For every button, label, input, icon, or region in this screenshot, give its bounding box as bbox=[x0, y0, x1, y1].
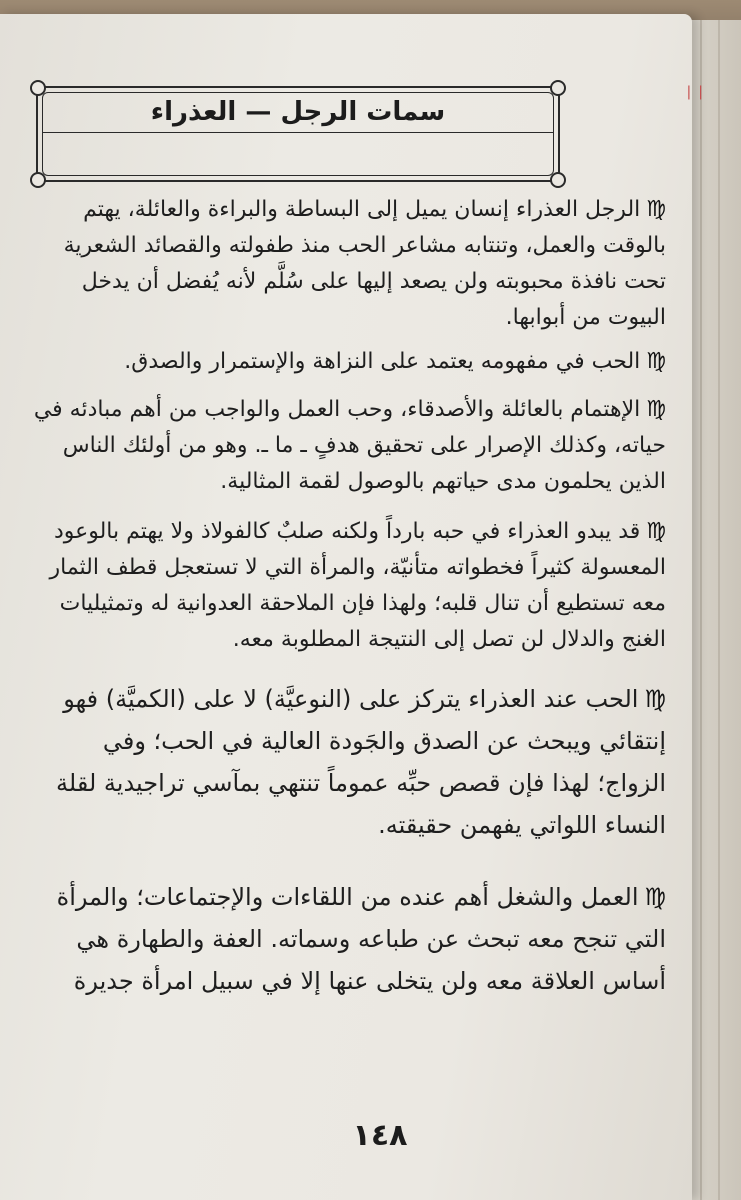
chapter-title: سمات الرجل — العذراء bbox=[150, 97, 446, 127]
paragraph-text: العمل والشغل أهم عنده من اللقاءات والإجتماعات؛ والمرأة التي تنجح معه تبحث عن طباعه وسماته. العفة والطهارة هي أساس العلاقة معه ولن يتخلى عنها إلا في سبيل امرأة جديرة bbox=[56, 883, 666, 995]
paragraph bbox=[30, 678, 666, 846]
virgo-icon: ♍ bbox=[646, 519, 666, 544]
virgo-icon: ♍ bbox=[646, 349, 666, 374]
book-page bbox=[0, 14, 707, 1200]
virgo-icon: ♍ bbox=[644, 883, 666, 911]
paragraph-text: الرجل العذراء إنسان يميل إلى البساطة والبراءة والعائلة، يهتم بالوقت والعمل، وتنتابه مشاعر الحب منذ طفولته والقصائد الشعرية تحت نافذة محبوبته ولن يصعد إليها على سُلَّم لأنه يُفضل أن يدخل البيوت من أبوابها. bbox=[63, 197, 666, 330]
paragraph bbox=[30, 344, 666, 380]
paragraph-text: الإهتمام بالعائلة والأصدقاء، وحب العمل والواجب من أهم مبادئه في حياته، وكذلك الإصرار على تحقيق هدفٍ ـ ما ـ. وهو من أولئك الناس الذين يحلمون مدى حياتهم بالوصول لقمة المثالية. bbox=[33, 397, 666, 494]
paragraph bbox=[30, 514, 666, 658]
paragraph bbox=[30, 876, 666, 1002]
red-margin-mark: ❘❘ bbox=[683, 84, 707, 100]
paragraph-text: قد يبدو العذراء في حبه بارداً ولكنه صلبٌ كالفولاذ ولا يهتم بالوعود المعسولة كثيراً فخطواته متأنيّة، والمرأة التي لا تستعجل قطف الثمار معه تستطيع أن تنال قلبه؛ ولهذا فإن الملاحقة العدوانية له وتمثيليات الغنج والدلال لن تصل إلى النتيجة المطلوبة معه. bbox=[49, 519, 666, 652]
virgo-icon: ♍ bbox=[644, 685, 666, 713]
virgo-icon: ♍ bbox=[646, 197, 666, 222]
chapter-title-frame bbox=[36, 86, 560, 182]
page-number: ١٤٨ bbox=[352, 1118, 408, 1153]
paragraph-text: الحب عند العذراء يتركز على (النوعيَّة) لا على (الكميَّة) فهو إنتقائي ويبحث عن الصدق والجَودة العالية في الحب؛ وفي الزواج؛ لهذا فإن قصص حبِّه عموماً تنتهي بمآسي تراجيدية لقلة النساء اللواتي يفهمن حقيقته. bbox=[56, 685, 666, 839]
paragraph bbox=[30, 192, 666, 336]
virgo-icon: ♍ bbox=[646, 397, 666, 422]
paragraph bbox=[30, 392, 666, 500]
paragraph-text: الحب في مفهومه يعتمد على النزاهة والإستمرار والصدق. bbox=[124, 349, 641, 374]
